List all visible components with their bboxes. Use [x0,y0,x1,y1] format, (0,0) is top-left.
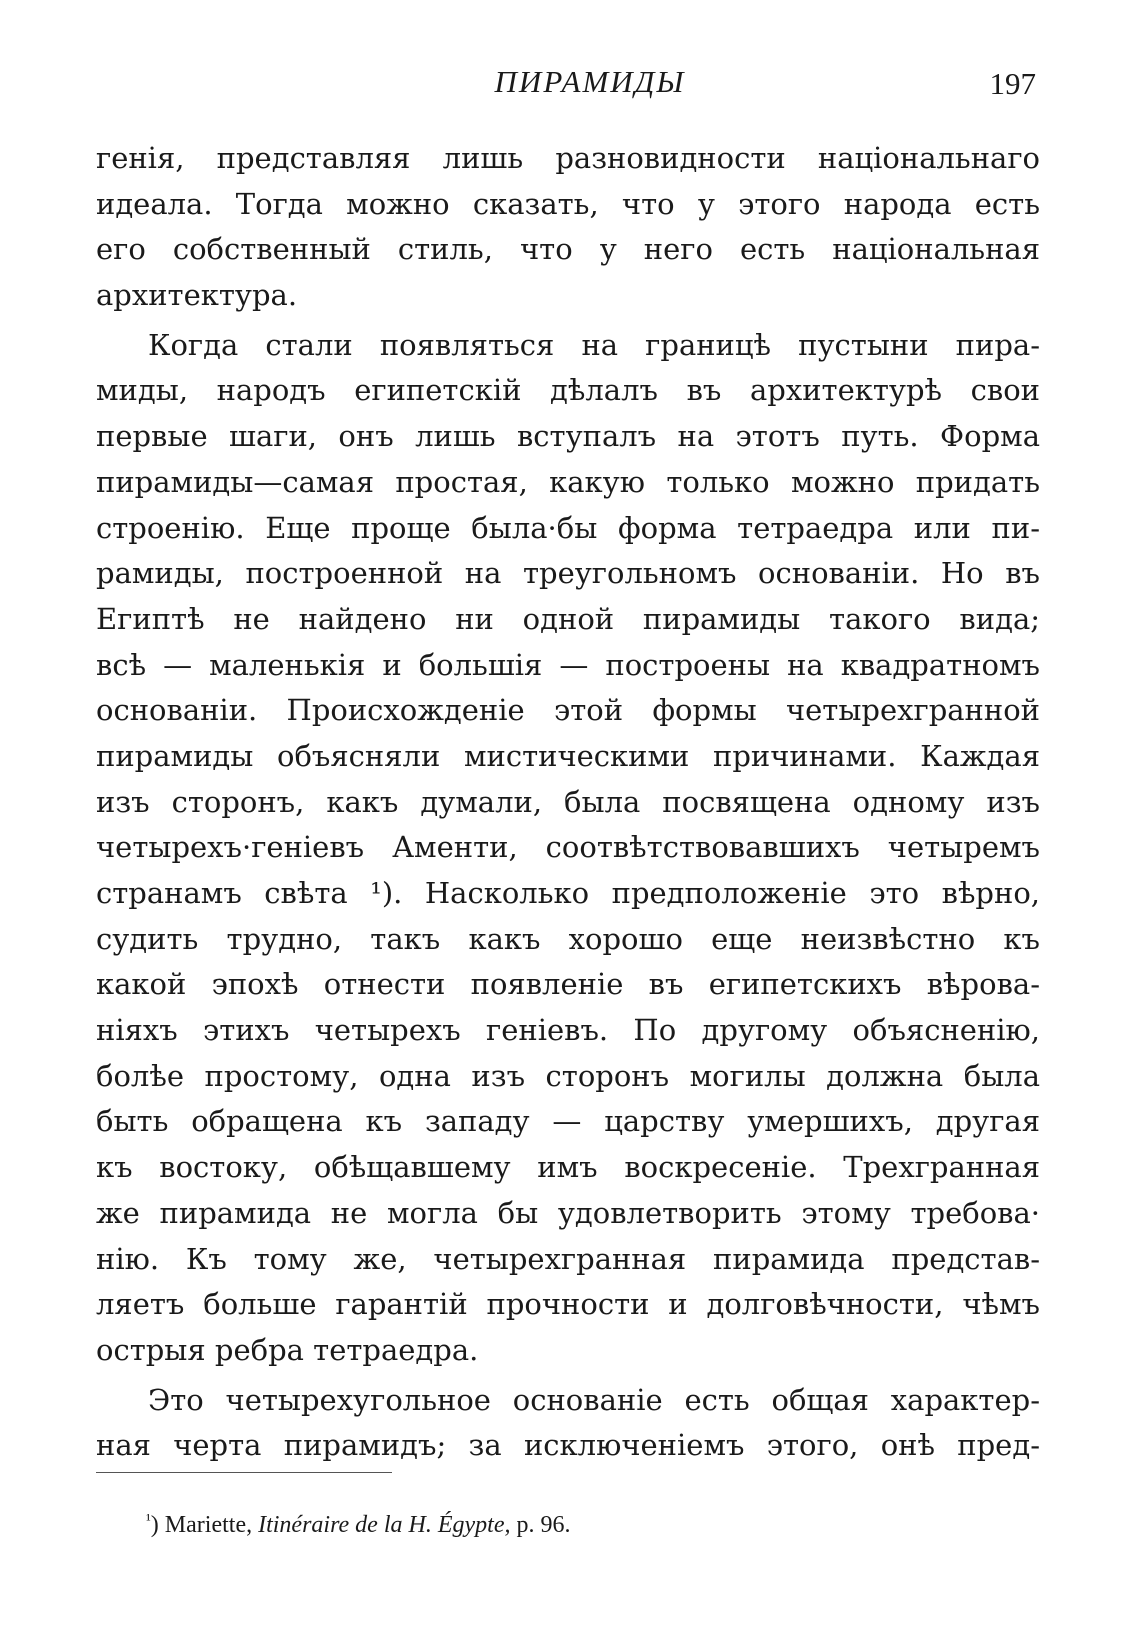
text-line: Египтѣ не найдено ни одной пирамиды такого вида; [96,601,1040,636]
text-line: Это четырехугольное основаніе есть общая характер- [148,1382,1040,1417]
text-line: пирамиды объясняли мистическими причинами. Каждая [96,738,1040,773]
footnote-marker: ¹ [146,1512,151,1529]
footnote-work-title: Itinéraire de la H. Égypte, [258,1512,511,1538]
text-line: ная черта пирамидъ; за исключеніемъ этого, онѣ пред- [96,1428,1040,1463]
text-line: строенію. Еще проще была·бы форма тетраедра или пи- [96,510,1040,545]
text-line: основаніи. Происхожденіе этой формы четырехгранной [96,693,1040,728]
footnote-author: Mariette, [158,1512,259,1538]
text-line: четырехъ·геніевъ Аменти, соотвѣтствовавшихъ четыремъ [96,830,1040,865]
text-line: быть обращена къ западу — царству умершихъ, другая [96,1104,1040,1139]
text-line: первые шаги, онъ лишь вступалъ на этотъ путь. Форма [96,419,1040,454]
text-line: болѣе простому, одна изъ сторонъ могилы должна была [96,1058,1040,1093]
page-number: 197 [989,66,1036,101]
footnote-rule [96,1472,392,1473]
body-text [96,136,1040,1469]
text-line: рамиды, построенной на треугольномъ основаніи. Но въ [96,556,1040,591]
footnote-page: p. 96. [510,1512,571,1538]
text-line: архитектура. [96,278,298,313]
text-line: острыя ребра тетраедра. [96,1332,479,1367]
text-line: всѣ — маленькія и большія — построены на квадратномъ [96,647,1040,682]
text-line: нію. Къ тому же, четырехгранная пирамида представ- [96,1241,1040,1276]
text-line: какой эпохѣ отнести появленіе въ египетскихъ вѣрова- [96,967,1040,1002]
text-line: миды, народъ египетскій дѣлалъ въ архитектурѣ свои [96,373,1040,408]
text-line: Когда стали появляться на границѣ пустыни пира- [148,327,1040,362]
text-line: къ востоку, обѣщавшему имъ воскресеніе. Трехгранная [96,1150,1040,1185]
running-title: ПИРАМИДЫ [494,64,686,99]
text-line: пирамиды—самая простая, какую только можно придать [96,464,1040,499]
text-line: ніяхъ этихъ четырехъ геніевъ. По другому объясненію, [96,1013,1040,1048]
text-line: же пирамида не могла бы удовлетворить этому требова· [96,1195,1040,1230]
running-head [0,64,1140,108]
text-line: его собственный стиль, что у него есть національная [96,232,1040,267]
text-line: идеала. Тогда можно сказать, что у этого народа есть [96,186,1040,221]
text-line: генія, представляя лишь разновидности національнаго [96,141,1040,175]
text-line: странамъ свѣта ¹). Насколько предположеніе это вѣрно, [96,876,1040,910]
text-line: ляетъ больше гарантій прочности и долговѣчности, чѣмъ [96,1287,1040,1322]
footnote-marker-paren: ) [150,1512,159,1538]
text-line: изъ сторонъ, какъ думали, была посвящена одному изъ [96,784,1040,819]
text-line: судить трудно, такъ какъ хорошо еще неизвѣстно къ [96,921,1040,956]
footnote [146,1512,570,1539]
